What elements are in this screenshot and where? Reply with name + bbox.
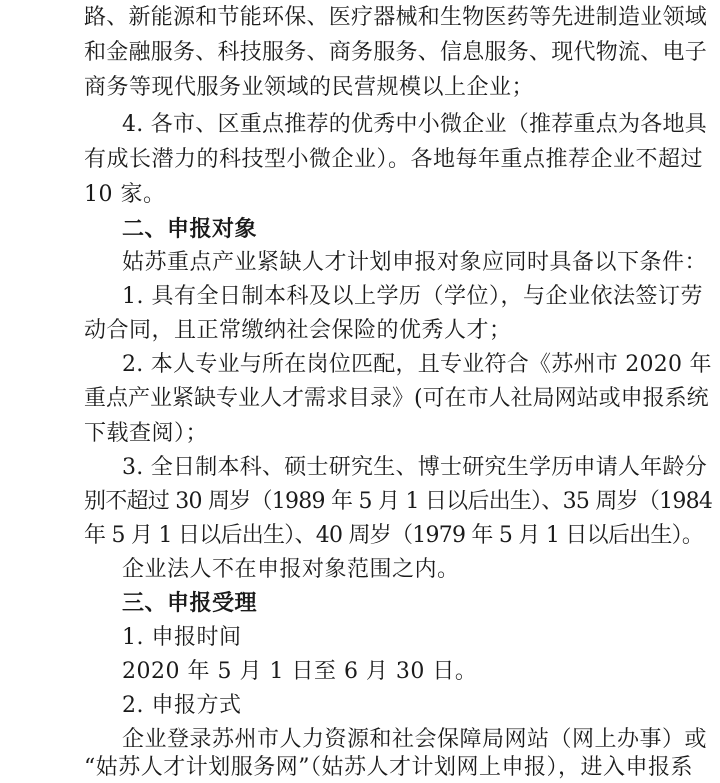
text-line: 动合同，且正常缴纳社会保险的优秀人才；	[84, 318, 512, 343]
text-line: 2. 申报方式	[122, 693, 242, 718]
text-line: 10 家。	[84, 182, 166, 207]
text-line: 1. 申报时间	[122, 625, 242, 650]
text-line: 路、新能源和节能环保、医疗器械和生物医药等先进制造业领域	[84, 5, 708, 30]
text-line: 姑苏重点产业紧缺人才计划申报对象应同时具备以下条件：	[122, 250, 708, 275]
text-line: 3. 全日制本科、硕士研究生、博士研究生学历申请人年龄分	[122, 455, 707, 480]
text-line: 商务等现代服务业领域的民营规模以上企业；	[84, 75, 535, 100]
text-line: 1. 具有全日制本科及以上学历（学位），与企业依法签订劳	[122, 284, 703, 309]
text-line: 企业法人不在申报对象范围之内。	[122, 557, 460, 582]
text-line: 2020 年 5 月 1 日至 6 月 30 日。	[122, 659, 478, 684]
text-line: 年 5 月 1 日以后出生）、40 周岁（1979 年 5 月 1 日以后出生）。	[84, 523, 704, 548]
text-line: 有成长潜力的科技型小微企业）。各地每年重点推荐企业不超过	[84, 147, 704, 172]
text-line: “姑苏人才计划服务网”（姑苏人才计划网上申报），进入申报系	[84, 755, 693, 780]
text-line: 4. 各市、区重点推荐的优秀中小微企业（推荐重点为各地具	[122, 112, 707, 137]
text-line: 下载查阅）；	[84, 421, 209, 446]
section-heading: 三、申报受理	[122, 591, 258, 616]
section-heading: 二、申报对象	[122, 217, 258, 242]
text-line: 别不超过 30 周岁（1989 年 5 月 1 日以后出生）、35 周岁（1984	[84, 489, 713, 514]
text-line: 重点产业紧缺专业人才需求目录》(可在市人社局网站或申报系统	[84, 386, 709, 411]
text-line: 和金融服务、科技服务、商务服务、信息服务、现代物流、电子	[84, 40, 708, 65]
text-line: 企业登录苏州市人力资源和社会保障局网站（网上办事）或	[122, 727, 708, 752]
text-line: 2. 本人专业与所在岗位匹配，且专业符合《苏州市 2020 年	[122, 352, 712, 377]
